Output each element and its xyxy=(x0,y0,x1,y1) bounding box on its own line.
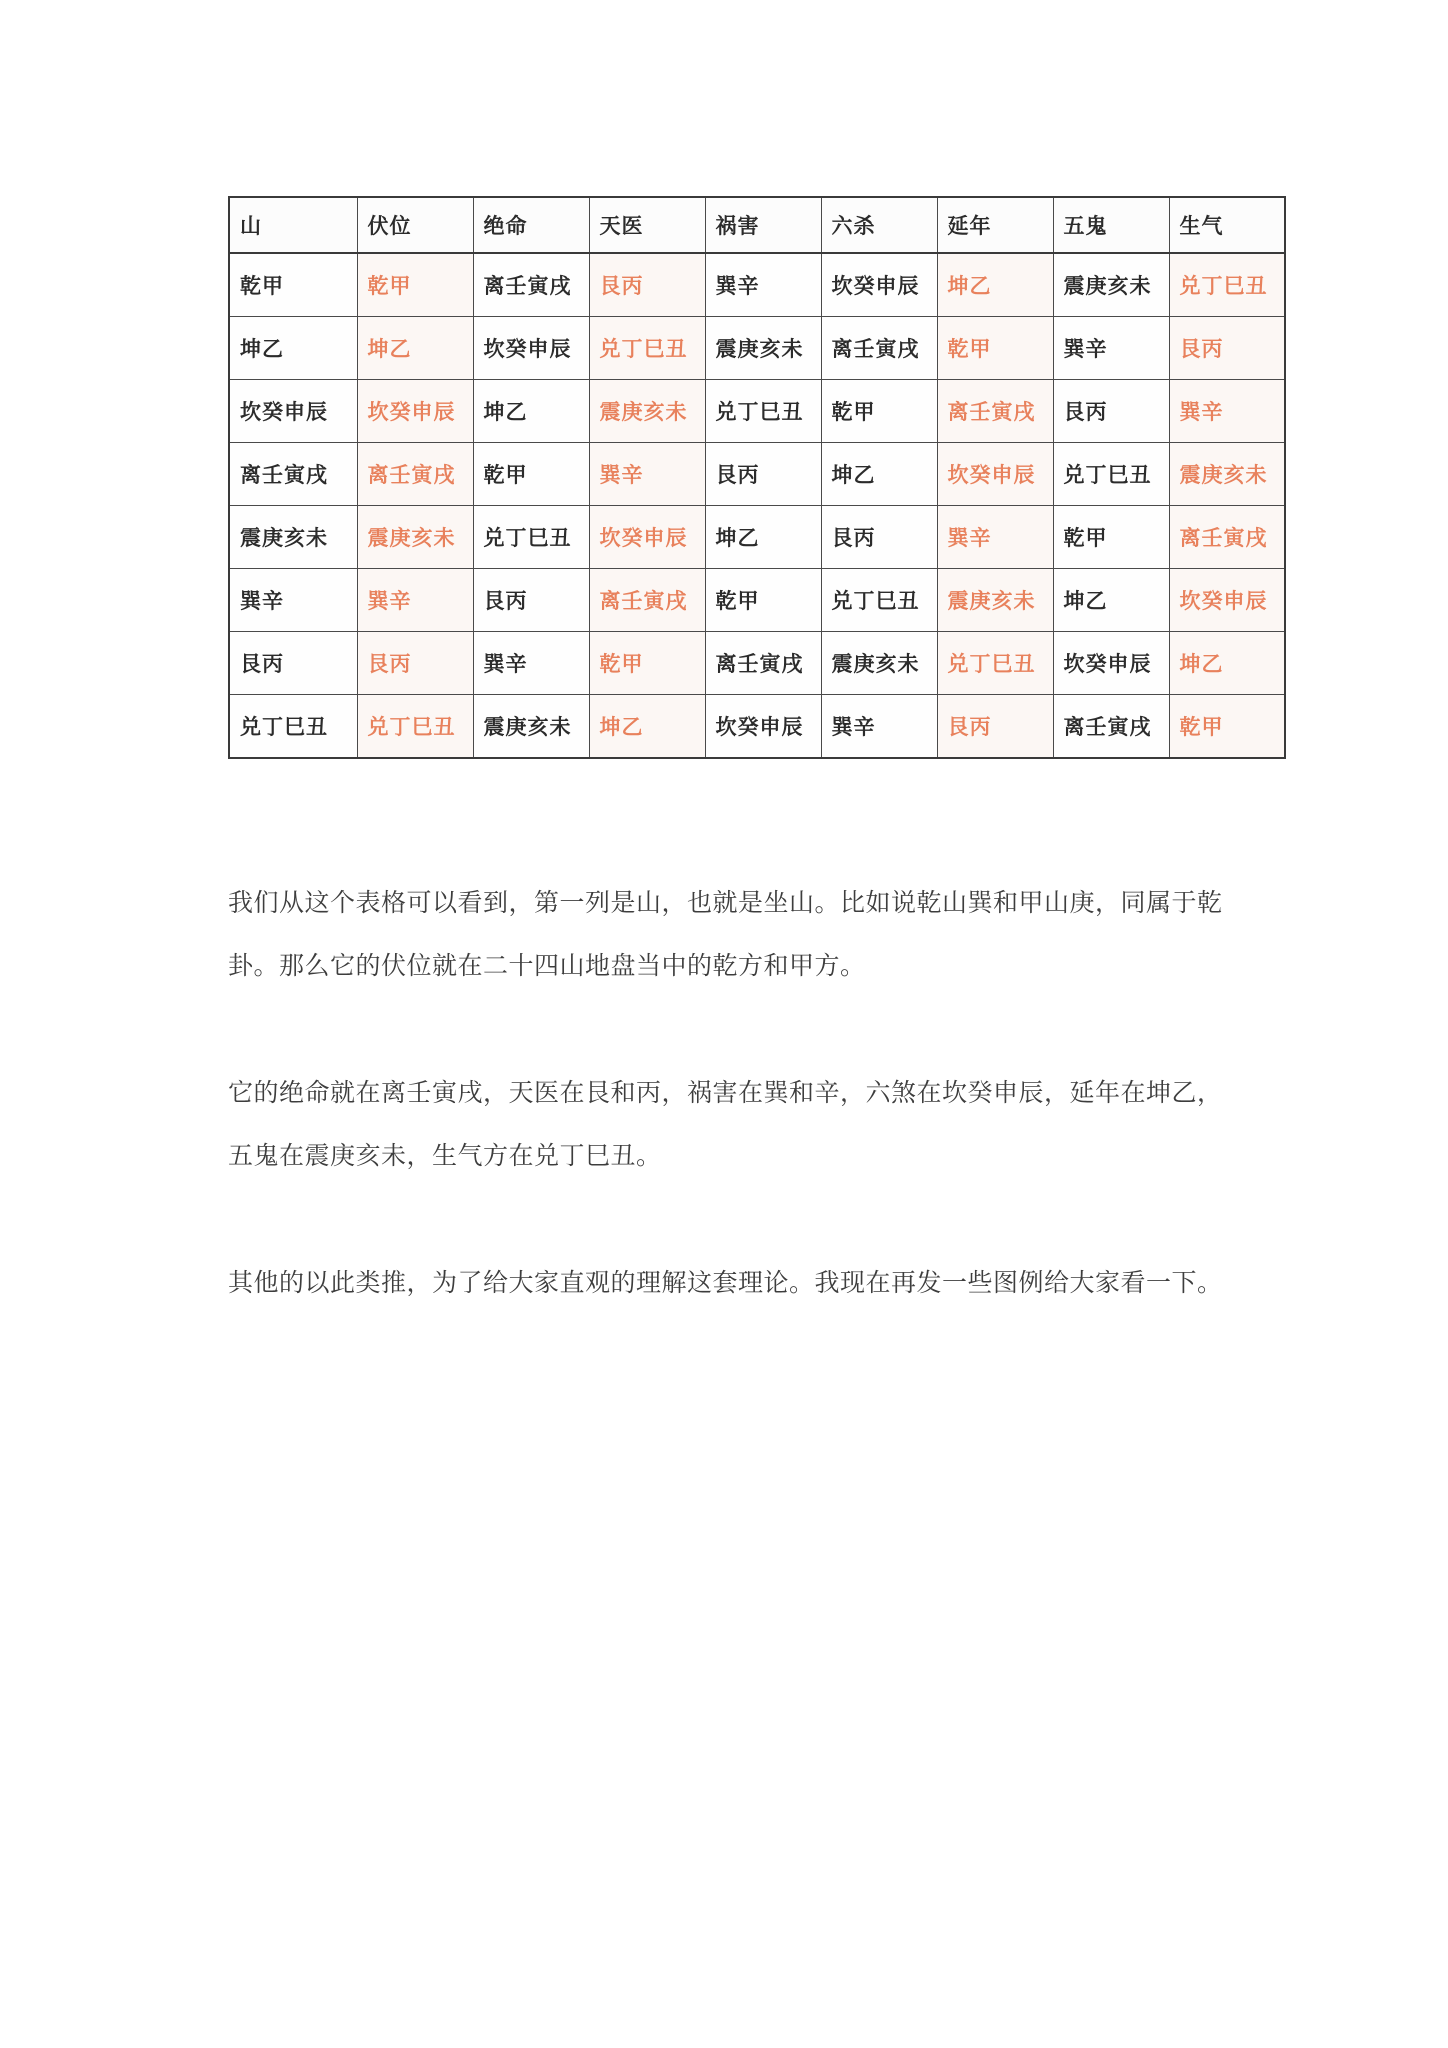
table-column-header: 生气 xyxy=(1169,197,1285,253)
table-cell-mountain: 艮丙 xyxy=(229,632,357,695)
table-column-header: 伏位 xyxy=(357,197,473,253)
table-header xyxy=(229,197,1285,253)
table-column-header: 天医 xyxy=(589,197,705,253)
table-cell: 离壬寅戌 xyxy=(473,253,589,317)
table-cell: 坤乙 xyxy=(589,695,705,759)
table-cell: 艮丙 xyxy=(705,443,821,506)
table-cell: 兑丁巳丑 xyxy=(937,632,1053,695)
table-cell: 震庚亥未 xyxy=(473,695,589,759)
table-cell-mountain: 坎癸申辰 xyxy=(229,380,357,443)
table-cell: 乾甲 xyxy=(821,380,937,443)
table-cell: 坎癸申辰 xyxy=(1169,569,1285,632)
table-row xyxy=(229,443,1285,506)
table-cell: 坤乙 xyxy=(705,506,821,569)
table-cell: 震庚亥未 xyxy=(1053,253,1169,317)
table-cell: 离壬寅戌 xyxy=(589,569,705,632)
table-cell: 巽辛 xyxy=(589,443,705,506)
table-body xyxy=(229,253,1285,758)
table-cell: 艮丙 xyxy=(937,695,1053,759)
table-cell: 坎癸申辰 xyxy=(821,253,937,317)
table-cell: 离壬寅戌 xyxy=(357,443,473,506)
bagua-table-container xyxy=(228,196,1284,759)
table-cell: 坎癸申辰 xyxy=(357,380,473,443)
table-cell: 震庚亥未 xyxy=(821,632,937,695)
table-column-header: 绝命 xyxy=(473,197,589,253)
table-cell: 巽辛 xyxy=(821,695,937,759)
table-cell: 坎癸申辰 xyxy=(937,443,1053,506)
table-cell: 艮丙 xyxy=(821,506,937,569)
table-cell: 离壬寅戌 xyxy=(705,632,821,695)
table-header-row xyxy=(229,197,1285,253)
table-row xyxy=(229,317,1285,380)
table-cell: 坎癸申辰 xyxy=(705,695,821,759)
table-cell: 坤乙 xyxy=(473,380,589,443)
table-cell: 坎癸申辰 xyxy=(473,317,589,380)
table-cell: 震庚亥未 xyxy=(1169,443,1285,506)
table-cell: 巽辛 xyxy=(473,632,589,695)
table-cell: 坎癸申辰 xyxy=(1053,632,1169,695)
table-cell: 坤乙 xyxy=(1053,569,1169,632)
table-cell: 乾甲 xyxy=(357,253,473,317)
table-cell: 巽辛 xyxy=(1053,317,1169,380)
table-cell: 乾甲 xyxy=(1169,695,1285,759)
table-cell-mountain: 兑丁巳丑 xyxy=(229,695,357,759)
table-cell: 艮丙 xyxy=(473,569,589,632)
table-cell-mountain: 巽辛 xyxy=(229,569,357,632)
table-cell-mountain: 乾甲 xyxy=(229,253,357,317)
table-row xyxy=(229,569,1285,632)
paragraph-1: 我们从这个表格可以看到，第一列是山，也就是坐山。比如说乾山巽和甲山庚，同属于乾卦。那么它的伏位就在二十四山地盘当中的乾方和甲方。 xyxy=(228,888,1223,980)
table-cell: 震庚亥未 xyxy=(589,380,705,443)
table-cell: 艮丙 xyxy=(357,632,473,695)
bagua-mountain-table xyxy=(228,196,1286,759)
table-cell: 震庚亥未 xyxy=(705,317,821,380)
table-cell: 震庚亥未 xyxy=(937,569,1053,632)
paragraph-2: 它的绝命就在离壬寅戌，天医在艮和丙，祸害在巽和辛，六煞在坎癸申辰，延年在坤乙，五鬼在震庚亥未，生气方在兑丁巳丑。 xyxy=(228,1078,1223,1170)
paragraph-3: 其他的以此类推，为了给大家直观的理解这套理论。我现在再发一些图例给大家看一下。 xyxy=(228,1268,1223,1297)
table-cell: 兑丁巳丑 xyxy=(473,506,589,569)
table-cell: 震庚亥未 xyxy=(357,506,473,569)
table-cell: 坤乙 xyxy=(1169,632,1285,695)
table-cell: 坤乙 xyxy=(937,253,1053,317)
table-cell: 坤乙 xyxy=(357,317,473,380)
table-cell: 艮丙 xyxy=(589,253,705,317)
table-cell: 兑丁巳丑 xyxy=(1053,443,1169,506)
table-cell: 艮丙 xyxy=(1169,317,1285,380)
table-column-header: 六杀 xyxy=(821,197,937,253)
table-column-header: 祸害 xyxy=(705,197,821,253)
table-cell: 兑丁巳丑 xyxy=(589,317,705,380)
table-cell: 离壬寅戌 xyxy=(1169,506,1285,569)
table-cell-mountain: 离壬寅戌 xyxy=(229,443,357,506)
table-cell: 兑丁巳丑 xyxy=(821,569,937,632)
table-row xyxy=(229,695,1285,759)
table-cell: 巽辛 xyxy=(1169,380,1285,443)
table-cell: 巽辛 xyxy=(937,506,1053,569)
table-cell: 兑丁巳丑 xyxy=(1169,253,1285,317)
table-row xyxy=(229,253,1285,317)
table-column-header: 延年 xyxy=(937,197,1053,253)
table-cell: 巽辛 xyxy=(357,569,473,632)
table-cell: 坎癸申辰 xyxy=(589,506,705,569)
table-cell: 兑丁巳丑 xyxy=(705,380,821,443)
table-cell: 坤乙 xyxy=(821,443,937,506)
table-row xyxy=(229,632,1285,695)
table-cell: 艮丙 xyxy=(1053,380,1169,443)
document-content xyxy=(228,196,1268,1339)
table-cell: 乾甲 xyxy=(1053,506,1169,569)
table-row xyxy=(229,506,1285,569)
table-cell: 巽辛 xyxy=(705,253,821,317)
table-cell: 乾甲 xyxy=(937,317,1053,380)
table-cell: 兑丁巳丑 xyxy=(357,695,473,759)
table-cell: 离壬寅戌 xyxy=(937,380,1053,443)
table-row xyxy=(229,380,1285,443)
table-cell-mountain: 坤乙 xyxy=(229,317,357,380)
table-column-header: 山 xyxy=(229,197,357,253)
table-cell: 乾甲 xyxy=(473,443,589,506)
table-cell-mountain: 震庚亥未 xyxy=(229,506,357,569)
table-cell: 离壬寅戌 xyxy=(821,317,937,380)
table-cell: 乾甲 xyxy=(705,569,821,632)
table-cell: 乾甲 xyxy=(589,632,705,695)
table-column-header: 五鬼 xyxy=(1053,197,1169,253)
table-cell: 离壬寅戌 xyxy=(1053,695,1169,759)
